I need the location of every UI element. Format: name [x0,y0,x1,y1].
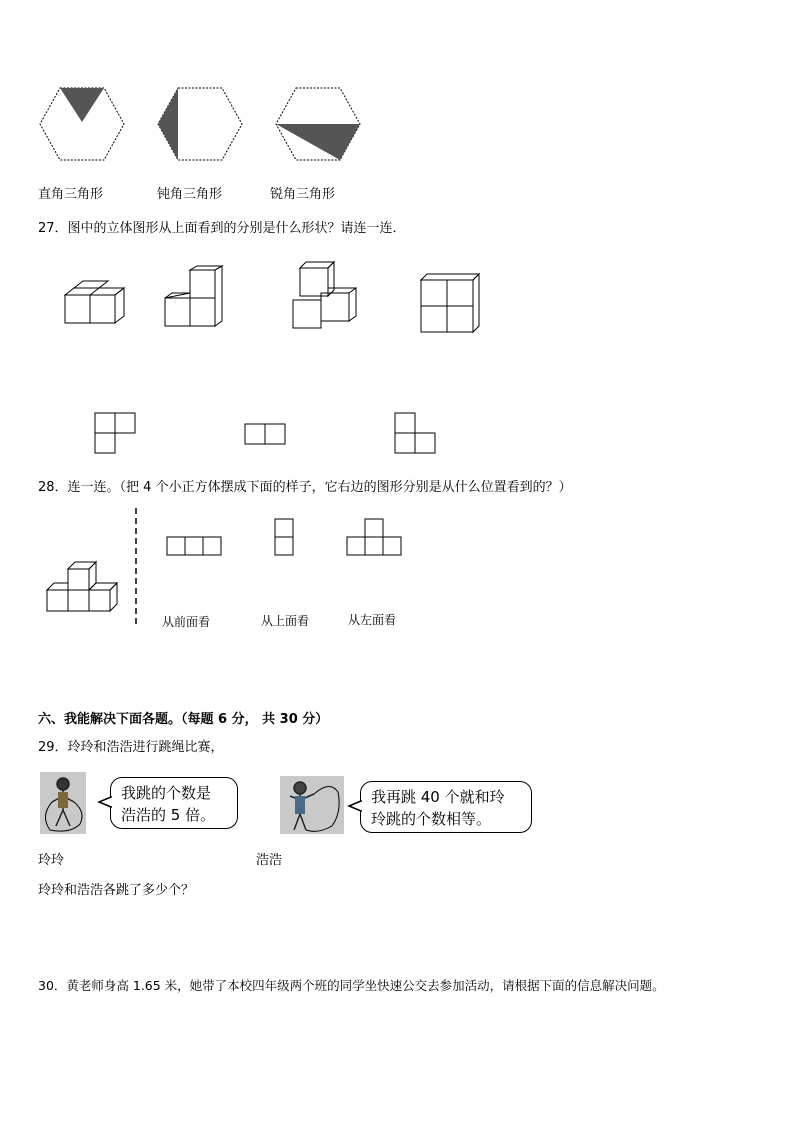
dashed-divider [134,508,138,630]
top-view-3 [394,412,438,456]
hexagon-figure-obtuse-triangle [156,86,246,162]
haohao-picture [280,776,344,834]
top-view-1 [94,412,138,456]
view-shape-t-shape [346,518,402,556]
view-label-left: 从左面看 [348,613,397,627]
haohao-speech-line-2: 玲跳的个数相等。 [371,810,492,828]
solid-figure-1 [64,280,128,326]
lingling-name: 玲玲 [38,853,65,868]
view-label-top: 从上面看 [261,614,310,628]
solid-figure-2 [164,266,228,328]
cube-arrangement-figure [46,550,122,614]
haohao-bubble-tail [348,800,362,812]
lingling-speech-bubble [110,777,238,829]
section-6-title: 六、我能解决下面各题。（每题 6 分， 共 30 分） [38,712,329,727]
lingling-speech-line-1: 我跳的个数是 [121,784,212,802]
question-30-text: 30．黄老师身高 1.65 米，她带了本校四年级两个班的同学坐快速公交去参加活动，请根据下面的信息解决问题。 [38,978,665,993]
view-shape-row-of-three [166,536,222,556]
solid-figure-3 [292,262,362,330]
hexagon-figure-acute-triangle [274,86,364,162]
hexagon-figure-right-triangle [38,86,128,162]
label-right-triangle: 直角三角形 [38,187,104,202]
question-28-text: 28．连一连。（把 4 个小正方体摆成下面的样子，它右边的图形分别是从什么位置看到的？） [38,480,572,495]
haohao-speech-bubble [360,781,532,833]
lingling-picture [40,772,86,834]
question-29-text: 29．玲玲和浩浩进行跳绳比赛， [38,740,224,755]
top-view-2 [244,423,288,445]
haohao-speech-line-1: 我再跳 40 个就和玲 [371,788,505,806]
haohao-name: 浩浩 [256,853,283,868]
lingling-bubble-tail [98,796,112,808]
solid-figure-4 [420,272,484,336]
question-29-ask: 玲玲和浩浩各跳了多少个？ [38,883,195,898]
view-shape-column-of-two [274,518,294,556]
view-label-front: 从前面看 [162,615,211,629]
question-27-text: 27．图中的立体图形从上面看到的分别是什么形状？请连一连． [38,221,406,236]
lingling-speech-line-2: 浩浩的 5 倍。 [121,806,216,824]
label-acute-triangle: 锐角三角形 [270,187,336,202]
label-obtuse-triangle: 钝角三角形 [157,187,223,202]
